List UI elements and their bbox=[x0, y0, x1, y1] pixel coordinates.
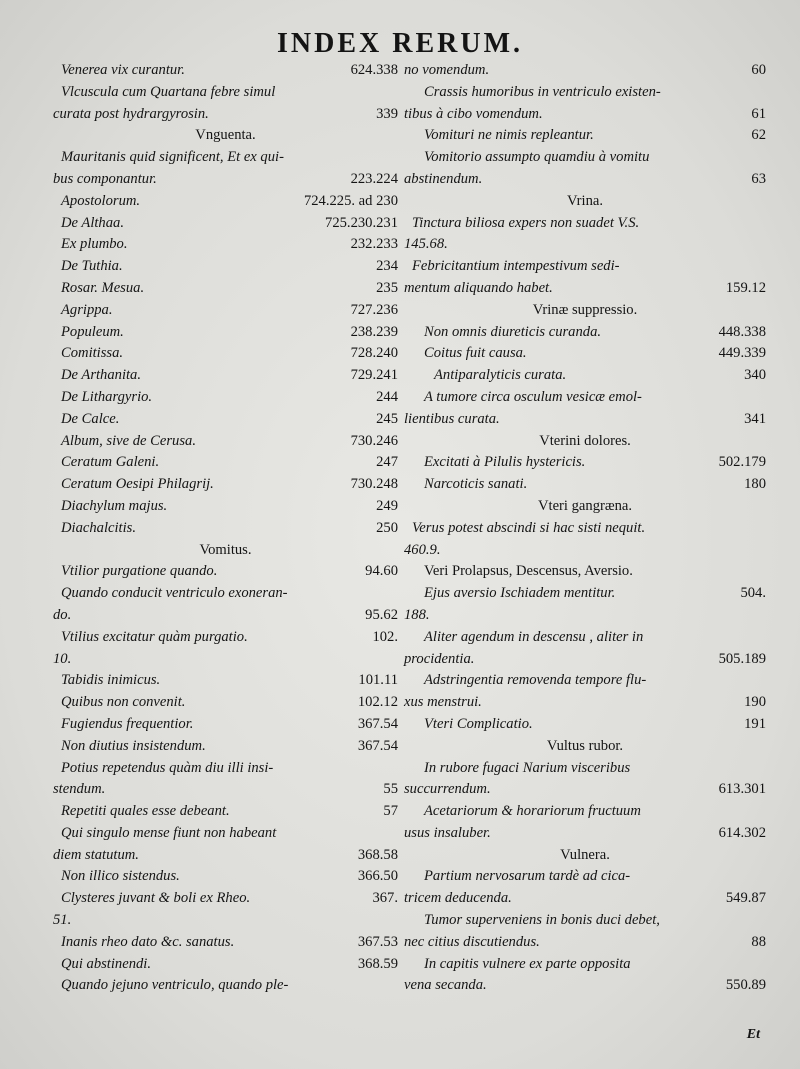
entry-text: Crassis humoribus in ventriculo existen- bbox=[424, 83, 661, 100]
section-heading bbox=[404, 191, 766, 213]
index-entry bbox=[53, 496, 398, 518]
entry-text: tibus à cibo vomendum. bbox=[404, 105, 543, 122]
index-entry bbox=[53, 431, 398, 453]
index-entry bbox=[404, 583, 766, 605]
entry-page-ref: 339 bbox=[376, 105, 398, 122]
index-entry bbox=[404, 910, 766, 932]
entry-text: Ex plumbo. bbox=[61, 236, 128, 253]
entry-text: Ceratum Galeni. bbox=[61, 454, 160, 471]
entry-page-ref: 367.54 bbox=[357, 715, 398, 732]
index-entry bbox=[53, 518, 398, 540]
entry-page-ref: 95.62 bbox=[365, 606, 398, 623]
entry-page-ref: 340 bbox=[744, 367, 766, 384]
index-entry bbox=[404, 518, 766, 540]
entry-page-ref: 613.301 bbox=[718, 781, 766, 798]
index-entry bbox=[53, 736, 398, 758]
section-heading bbox=[53, 125, 398, 147]
entry-text: Qui abstinendi. bbox=[61, 955, 151, 972]
entry-page-ref: 341 bbox=[744, 410, 766, 427]
entry-page-ref: 368.59 bbox=[357, 955, 398, 972]
entry-text: Aliter agendum in descensu , aliter in bbox=[424, 628, 644, 645]
index-entry bbox=[53, 670, 398, 692]
section-heading bbox=[404, 431, 766, 453]
index-entry bbox=[404, 343, 766, 365]
entry-text: Partium nervosarum tardè ad cica- bbox=[424, 868, 631, 885]
index-entry bbox=[53, 801, 398, 823]
entry-page-ref: 245 bbox=[376, 410, 398, 427]
entry-text: curata post hydrargyrosin. bbox=[53, 105, 209, 122]
index-entry bbox=[53, 605, 398, 627]
entry-page-ref: 223.224 bbox=[350, 170, 398, 187]
index-entry bbox=[404, 365, 766, 387]
entry-text: Clysteres juvant & boli ex Rheo. bbox=[61, 890, 251, 907]
index-entry bbox=[53, 888, 398, 910]
catchword: Et bbox=[746, 1027, 760, 1042]
entry-text: Populeum. bbox=[61, 323, 124, 340]
entry-page-ref: 250 bbox=[376, 519, 398, 536]
entry-text: abstinendum. bbox=[404, 170, 483, 187]
entry-text: Quando jejuno ventriculo, quando ple- bbox=[61, 977, 289, 994]
index-entry bbox=[404, 213, 766, 235]
index-entry bbox=[53, 387, 398, 409]
index-entry bbox=[404, 125, 766, 147]
entry-page-ref: 60 bbox=[751, 62, 766, 78]
entry-text: In capitis vulnere ex parte opposita bbox=[424, 955, 631, 972]
index-entry bbox=[404, 234, 766, 256]
index-entry bbox=[53, 452, 398, 474]
entry-page-ref: 94.60 bbox=[365, 563, 398, 580]
index-entry bbox=[404, 82, 766, 104]
entry-page-ref: 728.240 bbox=[350, 345, 398, 362]
entry-page-ref: 101.11 bbox=[358, 672, 398, 689]
index-entry bbox=[404, 627, 766, 649]
index-entry bbox=[53, 779, 398, 801]
entry-text: Vomituri ne nimis repleantur. bbox=[424, 127, 594, 144]
entry-page-ref: 247 bbox=[376, 454, 398, 471]
entry-text: lientibus curata. bbox=[404, 410, 500, 427]
entry-page-ref: 180 bbox=[744, 476, 766, 493]
entry-text: Acetariorum & horariorum fructuum bbox=[424, 803, 641, 820]
entry-text: 51. bbox=[53, 912, 72, 929]
entry-page-ref: 504. bbox=[740, 585, 766, 602]
index-entry bbox=[404, 888, 766, 910]
entry-text: diem statutum. bbox=[53, 846, 139, 863]
index-entry bbox=[53, 256, 398, 278]
index-entry bbox=[404, 540, 766, 562]
entry-page-ref: 367. bbox=[372, 890, 398, 907]
index-entry bbox=[404, 649, 766, 671]
entry-text: Antiparalyticis curata. bbox=[434, 367, 567, 384]
entry-text: 188. bbox=[404, 606, 430, 623]
entry-page-ref: 448.338 bbox=[718, 323, 766, 340]
entry-text: Album, sive de Cerusa. bbox=[61, 432, 196, 449]
entry-text: Febricitantium intempestivum sedi- bbox=[412, 258, 620, 275]
entry-page-ref: 234 bbox=[376, 258, 398, 275]
entry-page-ref: 549.87 bbox=[725, 890, 766, 907]
entry-text: Non omnis diureticis curanda. bbox=[424, 323, 602, 340]
entry-text: Ejus aversio Ischiadem mentitur. bbox=[424, 585, 616, 602]
index-entry bbox=[404, 60, 766, 82]
entry-text: Vrina. bbox=[567, 192, 603, 209]
index-entry bbox=[53, 714, 398, 736]
entry-text: De Lithargyrio. bbox=[61, 388, 153, 405]
entry-page-ref: 232.233 bbox=[350, 236, 398, 253]
entry-text: stendum. bbox=[53, 781, 106, 798]
index-entry bbox=[404, 714, 766, 736]
entry-page-ref: 505.189 bbox=[718, 650, 766, 667]
entry-page-ref: 727.236 bbox=[350, 301, 398, 318]
entry-page-ref: 102. bbox=[372, 628, 398, 645]
entry-text: Repetiti quales esse debeant. bbox=[61, 803, 230, 820]
entry-text: De Althaa. bbox=[61, 214, 124, 231]
entry-text: Vrinæ suppressio. bbox=[532, 301, 638, 318]
index-entry bbox=[404, 256, 766, 278]
index-entry bbox=[404, 823, 766, 845]
index-entry bbox=[53, 954, 398, 976]
index-entry bbox=[404, 975, 766, 997]
entry-text: De Arthanita. bbox=[61, 367, 141, 384]
index-entry bbox=[404, 866, 766, 888]
index-entry bbox=[53, 213, 398, 235]
entry-text: Agrippa. bbox=[61, 301, 113, 318]
entry-text: mentum aliquando habet. bbox=[404, 279, 553, 296]
index-entry bbox=[53, 234, 398, 256]
index-entry bbox=[404, 147, 766, 169]
index-entry bbox=[53, 169, 398, 191]
entry-text: Vomitorio assumpto quamdiu à vomitu bbox=[424, 149, 650, 166]
entry-text: Fugiendus frequentior. bbox=[61, 715, 194, 732]
index-entry bbox=[53, 975, 398, 997]
entry-page-ref: 449.339 bbox=[718, 345, 766, 362]
entry-page-ref: 63 bbox=[751, 170, 766, 187]
entry-text: Verus potest abscindi si hac sisti nequit. bbox=[412, 519, 646, 536]
entry-text: Vulnera. bbox=[560, 846, 610, 863]
entry-page-ref: 62 bbox=[751, 127, 766, 144]
entry-text: Quibus non convenit. bbox=[61, 694, 186, 711]
index-entry bbox=[53, 583, 398, 605]
entry-text: Vteri Complicatio. bbox=[424, 715, 533, 732]
entry-page-ref: 368.58 bbox=[357, 846, 398, 863]
entry-text: De Calce. bbox=[61, 410, 120, 427]
index-entry bbox=[53, 191, 398, 213]
index-entry bbox=[404, 409, 766, 431]
entry-text: Non diutius insistendum. bbox=[61, 737, 206, 754]
entry-text: Adstringentia removenda tempore flu- bbox=[424, 672, 647, 689]
index-entry bbox=[53, 649, 398, 671]
index-entry bbox=[53, 60, 398, 82]
entry-page-ref: 190 bbox=[744, 694, 766, 711]
entry-text: Mauritanis quid significent, Et ex qui- bbox=[61, 149, 284, 166]
entry-text: Qui singulo mense fiunt non habeant bbox=[61, 824, 277, 841]
entry-text: Comitissa. bbox=[61, 345, 124, 362]
section-heading bbox=[404, 736, 766, 758]
entry-page-ref: 55 bbox=[383, 781, 398, 798]
entry-text: Vtilius excitatur quàm purgatio. bbox=[61, 628, 248, 645]
index-entry bbox=[53, 561, 398, 583]
entry-text: Venerea vix curantur. bbox=[61, 62, 185, 78]
entry-text: Vultus rubor. bbox=[546, 737, 624, 754]
entry-text: A tumore circa osculum vesicæ emol- bbox=[424, 388, 642, 405]
entry-text: vena secanda. bbox=[404, 977, 487, 994]
entry-page-ref: 249 bbox=[376, 497, 398, 514]
entry-text: xus menstrui. bbox=[404, 694, 482, 711]
right-column bbox=[404, 60, 766, 997]
entry-text: Vomitus. bbox=[199, 541, 252, 558]
left-column bbox=[53, 60, 398, 997]
index-entry bbox=[53, 474, 398, 496]
entry-page-ref: 61 bbox=[751, 105, 766, 122]
index-entry bbox=[53, 932, 398, 954]
index-entry bbox=[404, 474, 766, 496]
index-entry bbox=[53, 82, 398, 104]
index-entry bbox=[53, 409, 398, 431]
index-entry bbox=[404, 779, 766, 801]
index-entry bbox=[53, 910, 398, 932]
index-entry bbox=[53, 322, 398, 344]
index-entry bbox=[53, 278, 398, 300]
index-entry bbox=[404, 932, 766, 954]
index-entry bbox=[404, 801, 766, 823]
index-entry bbox=[53, 627, 398, 649]
index-entry bbox=[404, 452, 766, 474]
entry-text: do. bbox=[53, 606, 72, 623]
entry-text: procidentia. bbox=[404, 650, 475, 667]
entry-text: Apostolorum. bbox=[61, 192, 141, 209]
index-entry bbox=[53, 343, 398, 365]
entry-text: Vterini dolores. bbox=[539, 432, 631, 449]
entry-text: Vtilior purgatione quando. bbox=[61, 563, 218, 580]
section-heading bbox=[404, 496, 766, 518]
entry-page-ref: 238.239 bbox=[350, 323, 398, 340]
entry-page-ref: 730.248 bbox=[350, 476, 398, 493]
entry-page-ref: 502.179 bbox=[718, 454, 766, 471]
index-entry bbox=[404, 561, 766, 583]
entry-text: Excitati à Pilulis hystericis. bbox=[424, 454, 586, 471]
index-entry bbox=[53, 365, 398, 387]
entry-text: Diachalcitis. bbox=[61, 519, 136, 536]
entry-page-ref: 88 bbox=[751, 933, 766, 950]
entry-page-ref: 366.50 bbox=[357, 868, 398, 885]
entry-page-ref: 57 bbox=[383, 803, 398, 820]
index-entry bbox=[404, 954, 766, 976]
entry-text: Inanis rheo dato &c. sanatus. bbox=[61, 933, 235, 950]
entry-page-ref: 550.89 bbox=[725, 977, 766, 994]
index-entry bbox=[404, 169, 766, 191]
entry-text: Potius repetendus quàm diu illi insi- bbox=[61, 759, 274, 776]
entry-text: Tumor superveniens in bonis duci debet, bbox=[424, 912, 660, 929]
entry-page-ref: 159.12 bbox=[725, 279, 766, 296]
entry-text: Non illico sistendus. bbox=[61, 868, 180, 885]
index-entry bbox=[404, 670, 766, 692]
entry-page-ref: 191 bbox=[744, 715, 766, 732]
index-entry bbox=[404, 692, 766, 714]
entry-page-ref: 367.54 bbox=[357, 737, 398, 754]
index-entry bbox=[53, 845, 398, 867]
entry-text: Vlcuscula cum Quartana febre simul bbox=[61, 83, 276, 100]
entry-page-ref: 725.230.231 bbox=[325, 214, 398, 231]
index-entry bbox=[404, 104, 766, 126]
entry-text: Diachylum majus. bbox=[61, 497, 168, 514]
entry-text: Tinctura biliosa expers non suadet V.S. bbox=[412, 214, 640, 231]
index-entry bbox=[404, 758, 766, 780]
entry-text: Vnguenta. bbox=[195, 127, 256, 144]
index-entry bbox=[53, 300, 398, 322]
entry-page-ref: 730.246 bbox=[350, 432, 398, 449]
section-heading bbox=[404, 845, 766, 867]
index-entry bbox=[53, 692, 398, 714]
entry-text: In rubore fugaci Narium visceribus bbox=[424, 759, 631, 776]
entry-text: Ceratum Oesipi Philagrij. bbox=[61, 476, 214, 493]
entry-text: Narcoticis sanati. bbox=[424, 476, 528, 493]
index-entry bbox=[53, 104, 398, 126]
section-heading bbox=[404, 300, 766, 322]
entry-page-ref: 244 bbox=[376, 388, 398, 405]
entry-text: Coitus fuit causa. bbox=[424, 345, 527, 362]
entry-text: 460.9. bbox=[404, 541, 441, 558]
entry-text: Rosar. Mesua. bbox=[61, 279, 145, 296]
entry-page-ref: 624.338 bbox=[350, 62, 398, 78]
section-heading bbox=[53, 540, 398, 562]
entry-page-ref: 367.53 bbox=[357, 933, 398, 950]
index-entry bbox=[53, 758, 398, 780]
entry-text: nec citius discutiendus. bbox=[404, 933, 540, 950]
entry-page-ref: 102.12 bbox=[357, 694, 398, 711]
index-entry bbox=[53, 823, 398, 845]
entry-page-ref: 729.241 bbox=[350, 367, 398, 384]
page-title: INDEX RERUM. bbox=[277, 28, 523, 59]
entry-text: De Tuthia. bbox=[61, 258, 123, 275]
entry-text: succurrendum. bbox=[404, 781, 491, 798]
entry-page-ref: 614.302 bbox=[718, 824, 766, 841]
entry-text: Veri Prolapsus, Descensus, Aversio. bbox=[424, 563, 633, 580]
index-entry bbox=[53, 866, 398, 888]
entry-text: Tabidis inimicus. bbox=[61, 672, 161, 689]
entry-text: Vteri gangræna. bbox=[537, 497, 633, 514]
index-entry bbox=[404, 387, 766, 409]
index-entry bbox=[404, 322, 766, 344]
entry-text: usus insaluber. bbox=[404, 824, 491, 841]
entry-text: no vomendum. bbox=[404, 62, 490, 78]
entry-text: bus componantur. bbox=[53, 170, 157, 187]
entry-text: Quando conducit ventriculo exoneran- bbox=[61, 585, 288, 602]
entry-page-ref: 724.225. ad 230 bbox=[303, 192, 398, 209]
index-entry bbox=[53, 147, 398, 169]
index-entry bbox=[404, 605, 766, 627]
index-entry bbox=[404, 278, 766, 300]
entry-text: tricem deducenda. bbox=[404, 890, 512, 907]
entry-text: 145.68. bbox=[404, 236, 448, 253]
entry-text: 10. bbox=[53, 650, 72, 667]
entry-page-ref: 235 bbox=[376, 279, 398, 296]
